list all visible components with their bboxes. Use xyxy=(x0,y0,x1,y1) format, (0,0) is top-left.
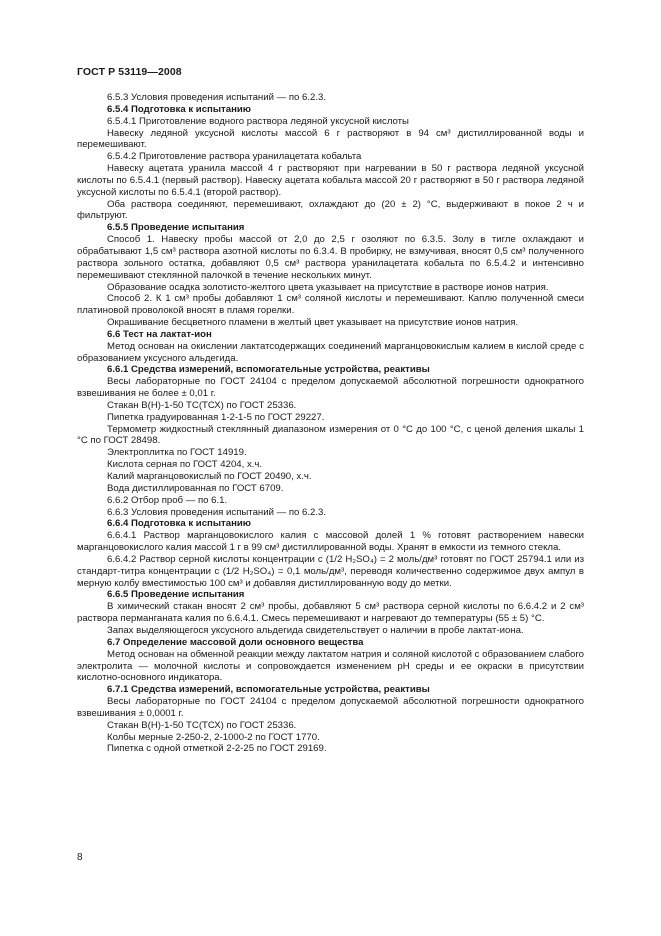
document-header: ГОСТ Р 53119—2008 xyxy=(77,66,182,78)
paragraph: Стакан В(Н)-1-50 ТС(ТСХ) по ГОСТ 25336. xyxy=(107,399,297,411)
paragraph: Электроплитка по ГОСТ 14919. xyxy=(107,447,247,459)
paragraph: Навеску ледяной уксусной кислоты массой 6 г растворяют в 94 см³ дистиллированной воды и перемешивают. xyxy=(77,127,584,151)
paragraph: Стакан В(Н)-1-50 ТС(ТСХ) по ГОСТ 25336. xyxy=(107,719,297,731)
paragraph: Образование осадка золотисто-желтого цвета указывает на присутствие в растворе ионов натрия. xyxy=(107,281,549,293)
paragraph: Пипетка градуированная 1-2-1-5 по ГОСТ 29227. xyxy=(107,411,325,423)
paragraph: 6.6.4.1 Раствор марганцовокислого калия с массовой долей 1 % готовят растворением навески марганцовокислого калия массой 1 г в 99 см³ дистиллированной воды. Хранят в емкости из темного стекла. xyxy=(77,530,584,554)
paragraph: Пипетка с одной отметкой 2-2-25 по ГОСТ 29169. xyxy=(107,743,327,755)
paragraph: Способ 2. К 1 см³ пробы добавляют 1 см³ соляной кислоты и перемешивают. Каплю полученной смеси платиновой проволокой вносят в пламя горелки. xyxy=(77,293,584,317)
section-heading: 6.5.4 Подготовка к испытанию xyxy=(107,103,251,115)
paragraph: Вода дистиллированная по ГОСТ 6709. xyxy=(107,482,284,494)
paragraph: Колбы мерные 2-250-2, 2-1000-2 по ГОСТ 1770. xyxy=(107,731,320,743)
paragraph: 6.6.2 Отбор проб — по 6.1. xyxy=(107,494,228,506)
section-heading: 6.6.5 Проведение испытания xyxy=(107,589,245,601)
paragraph: 6.5.3 Условия проведения испытаний — по 6.2.3. xyxy=(107,92,327,103)
paragraph: 6.5.4.2 Приготовление раствора уранилацетата кобальта xyxy=(107,151,362,163)
paragraph: Метод основан на окислении лактатсодержащих соединений марганцовокислым калием в кислой среде с образованием уксусного альдегида. xyxy=(77,340,584,364)
paragraph: 6.6.4.2 Раствор серной кислоты концентрации с (1/2 H₂SO₄) = 2 моль/дм³ готовят по ГОСТ 25794.1 или из стандарт-титра концентрации с (1/2 H₂SO₄) = 0,1 моль/дм³, переводя количественно содержимое двух ампул в мерную колбу вместимостью 100 см³ и добавляя дистиллированную воду до метки. xyxy=(77,553,584,589)
section-heading: 6.6.1 Средства измерений, вспомогательные устройства, реактивы xyxy=(107,364,430,376)
paragraph: 6.5.4.1 Приготовление водного раствора ледяной уксусной кислоты xyxy=(107,115,409,127)
section-heading: 6.6.4 Подготовка к испытанию xyxy=(107,518,251,530)
page-number: 8 xyxy=(77,852,83,863)
paragraph: Метод основан на обменной реакции между лактатом натрия и соляной кислотой с образованием слабого электролита — молочной кислоты и сопровождается изменением pH среды и ее окраски в присутствии кислотно-основного индикатора. xyxy=(77,648,584,684)
section-heading: 6.7.1 Средства измерений, вспомогательные устройства, реактивы xyxy=(107,684,430,696)
paragraph: Термометр жидкостный стеклянный диапазоном измерения от 0 °С до 100 °С, с ценой деления шкалы 1 °С по ГОСТ 28498. xyxy=(77,423,584,447)
document-body xyxy=(77,92,584,755)
paragraph: Весы лабораторные по ГОСТ 24104 с пределом допускаемой абсолютной погрешности однократного взвешивания ± 0,0001 г. xyxy=(77,696,584,719)
section-heading: 6.6 Тест на лактат-ион xyxy=(107,328,212,340)
paragraph: Навеску ацетата уранила массой 4 г растворяют при нагревании в 50 г раствора ледяной уксусной кислоты по 6.5.4.1 (первый раствор). Навеску ацетата кобальта массой 20 г растворяют в 50 г раствора ледяной уксусной кислоты по 6.5.4.1 (второй раствор). xyxy=(77,163,584,198)
paragraph: 6.6.3 Условия проведения испытаний — по 6.2.3. xyxy=(107,506,327,518)
paragraph: Весы лабораторные по ГОСТ 24104 с пределом допускаемой абсолютной погрешности однократного взвешивания не более ± 0,01 г. xyxy=(77,376,584,400)
paragraph: Калий марганцовокислый по ГОСТ 20490, х.ч. xyxy=(107,471,312,482)
paragraph: Окрашивание бесцветного пламени в желтый цвет указывает на присутствие ионов натрия. xyxy=(107,317,519,329)
paragraph: Кислота серная по ГОСТ 4204, х.ч. xyxy=(107,459,263,471)
section-heading: 6.7 Определение массовой доли основного вещества xyxy=(107,636,364,648)
section-heading: 6.5.5 Проведение испытания xyxy=(107,222,245,234)
paragraph: Запах выделяющегося уксусного альдегида свидетельствует о наличии в пробе лактат-иона. xyxy=(107,624,524,636)
paragraph: Способ 1. Навеску пробы массой от 2,0 до 2,5 г озоляют по 6.3.5. Золу в тигле охлаждают и обрабатывают 1,5 см³ раствора азотной кислоты по 6.3.4. В пробирку, не взмучивая, вносят 0,5 см³ полученного раствора зольного остатка, добавляют 0,5 см³ раствора уранилацетата кобальта по 6.5.4.2 и интенсивно перемешивают стеклянной палочкой в течение нескольких минут. xyxy=(77,234,584,281)
paragraph: Оба раствора соединяют, перемешивают, охлаждают до (20 ± 2) °С, выдерживают в покое 2 ч и фильтруют. xyxy=(77,198,584,222)
paragraph: В химический стакан вносят 2 см³ пробы, добавляют 5 см³ раствора серной кислоты по 6.6.4.2 и 2 см³ раствора перманганата калия по 6.6.4.1. Смесь перемешивают и нагревают до температуры (55 ± 5) °С. xyxy=(77,601,584,625)
